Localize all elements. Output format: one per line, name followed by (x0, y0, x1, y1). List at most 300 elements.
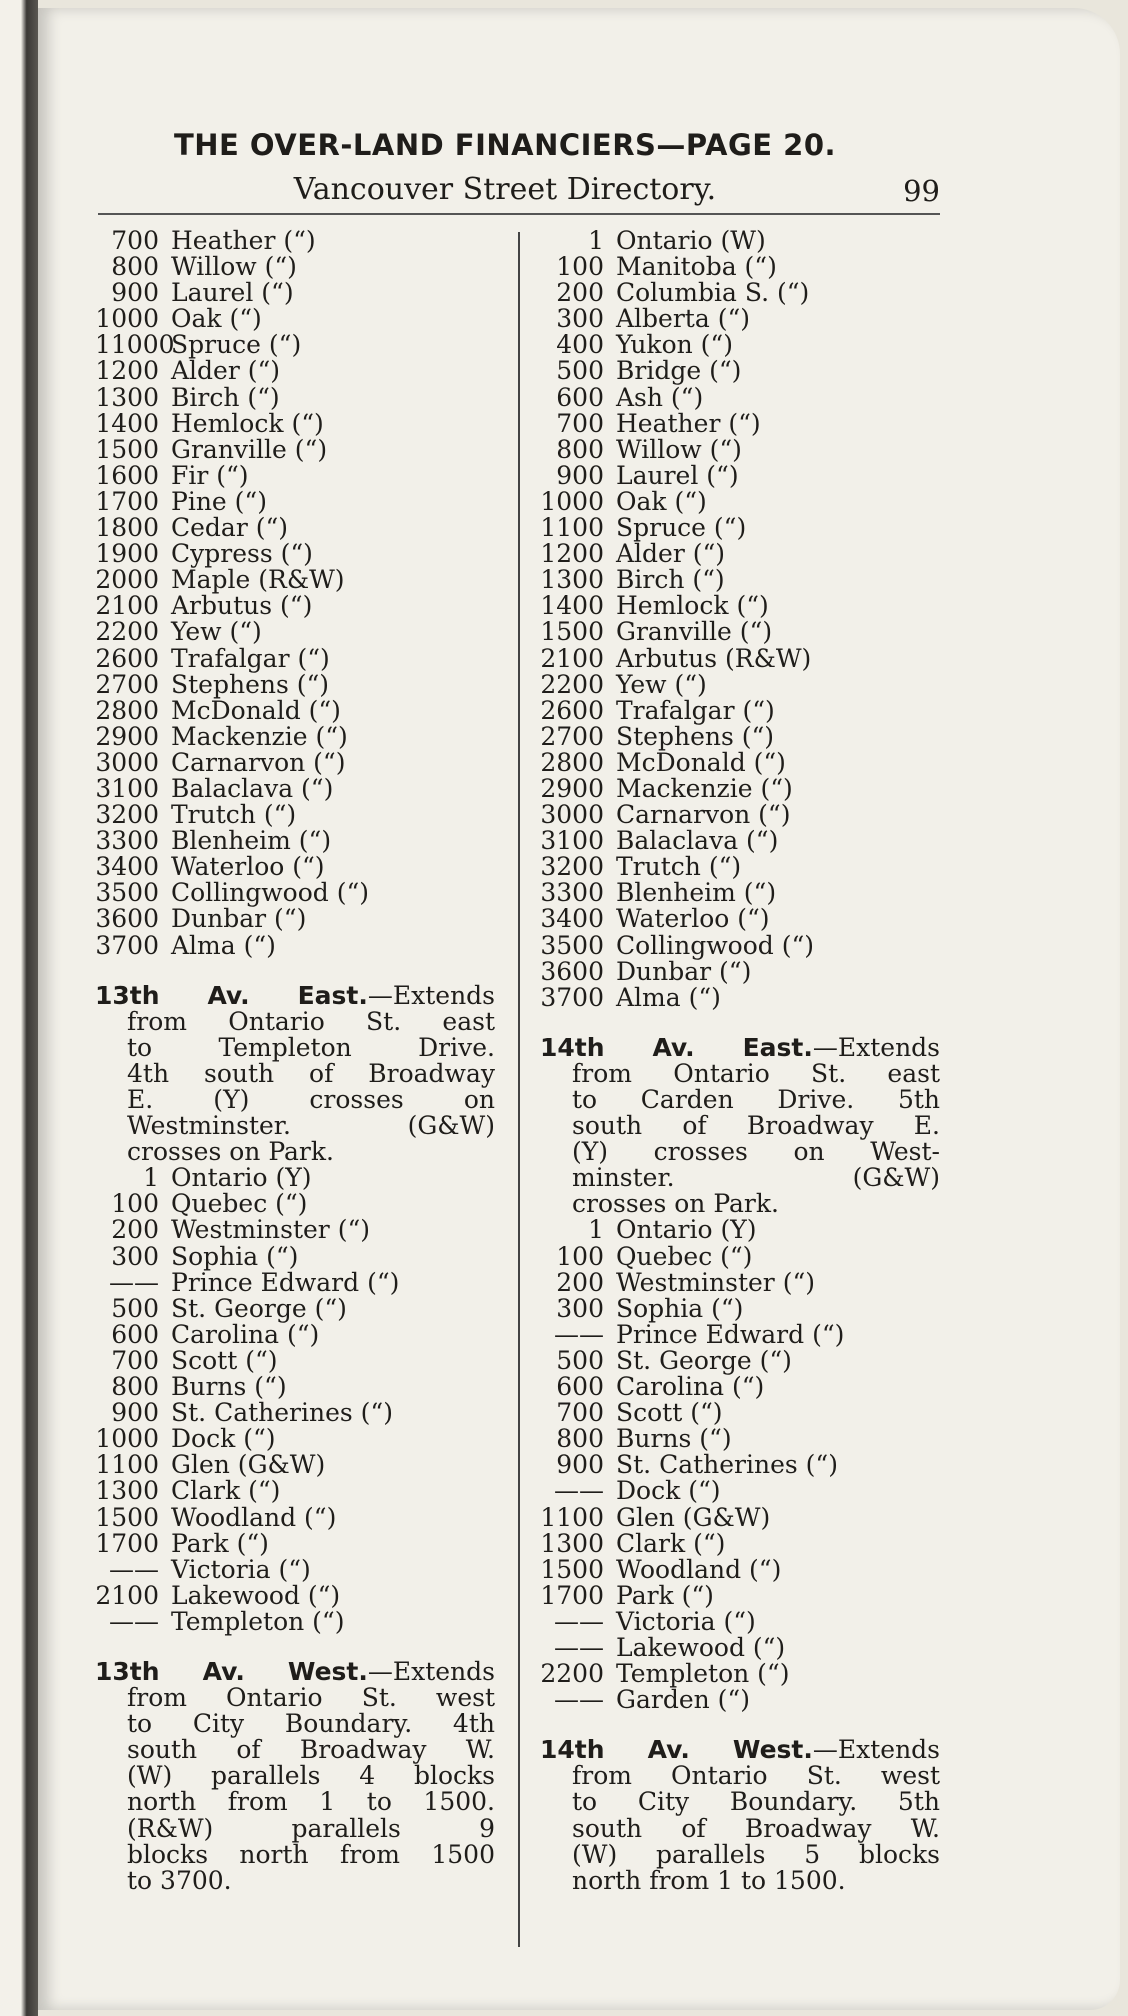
directory-entry (95, 1606, 495, 1636)
entry-number: 2900 (95, 721, 159, 751)
section-heading (95, 980, 495, 1010)
entry-street: Spruce (“) (171, 330, 302, 360)
entry-number: 900 (556, 1450, 604, 1480)
entry-number: 600 (111, 1319, 159, 1349)
directory-entry (540, 593, 940, 619)
directory-entry (540, 1293, 940, 1323)
spacer (95, 959, 495, 973)
entry-number: 2200 (95, 617, 159, 647)
directory-entry (95, 541, 495, 567)
entry-number: —— (109, 1554, 159, 1584)
entry-number: 3600 (540, 956, 604, 986)
section-description-line: from Ontario St. east (127, 1006, 495, 1036)
directory-entry (540, 1661, 940, 1687)
entry-street: Manitoba (“) (616, 252, 777, 282)
entry-number: 3100 (95, 773, 159, 803)
entry-number: —— (554, 1476, 604, 1506)
directory-entry (95, 773, 495, 803)
directory-entry (95, 1217, 495, 1243)
directory-entry (95, 643, 495, 673)
directory-entry (540, 1687, 940, 1713)
entry-number: 3700 (540, 982, 604, 1012)
entry-street: Hemlock (“) (171, 408, 324, 438)
entry-number: 1300 (540, 1528, 604, 1558)
entry-street: Lakewood (“) (171, 1580, 341, 1610)
directory-entry (540, 486, 940, 516)
entry-street: Arbutus (“) (171, 591, 313, 621)
entry-street: Laurel (“) (616, 460, 739, 490)
directory-entry (540, 1217, 940, 1243)
directory-entry (95, 332, 495, 358)
entry-number: 900 (111, 278, 159, 308)
directory-entry (540, 306, 940, 332)
entry-number: 1100 (540, 1502, 604, 1532)
section-description-line: north from 1 to 1500. (127, 1787, 495, 1817)
entry-street: Burns (“) (616, 1424, 732, 1454)
entry-number: 1200 (540, 539, 604, 569)
entry-number: —— (554, 1319, 604, 1349)
directory-entry (95, 930, 495, 960)
directory-entry (95, 408, 495, 438)
directory-entry (540, 747, 940, 777)
directory-entry (540, 1241, 940, 1271)
entry-number: 1100 (95, 1450, 159, 1480)
entry-number: 3400 (540, 904, 604, 934)
entry-number: 1300 (95, 382, 159, 412)
section-description-line: south of Broadway W. (127, 1735, 495, 1765)
entry-number: 3600 (95, 904, 159, 934)
entry-number: 500 (556, 1345, 604, 1375)
directory-entry (95, 747, 495, 777)
spacer (540, 1713, 940, 1727)
entry-number: 1800 (95, 513, 159, 543)
entry-number: 1 (588, 226, 604, 255)
entry-number: 3000 (95, 747, 159, 777)
entry-street: Woodland (“) (616, 1554, 782, 1584)
entry-street: Bridge (“) (616, 356, 742, 386)
section-description-line: E. (Y) crosses on (127, 1085, 495, 1114)
directory-entry (540, 1554, 940, 1584)
entry-number: 1400 (540, 591, 604, 621)
entry-number: 1400 (95, 408, 159, 438)
directory-entry (540, 1632, 940, 1662)
entry-number: 1700 (95, 1528, 159, 1558)
directory-entry (540, 1580, 940, 1610)
entry-number: 1500 (540, 617, 604, 647)
entry-number: 3200 (95, 800, 159, 830)
section-description-start: —Extends (812, 1032, 940, 1062)
directory-entry (540, 228, 940, 254)
directory-entry (540, 721, 940, 751)
directory-entry (540, 982, 940, 1012)
entry-street: Trutch (“) (171, 800, 297, 830)
entry-number: 1 (143, 1163, 159, 1193)
directory-entry (95, 1293, 495, 1323)
entry-number: 2100 (95, 1580, 159, 1610)
entry-street: St. George (“) (616, 1345, 792, 1375)
directory-entry (95, 1452, 495, 1478)
directory-entry (540, 332, 940, 358)
entry-number: 2200 (540, 1659, 604, 1689)
entry-street: Oak (“) (616, 486, 707, 516)
directory-entry (540, 434, 940, 464)
section-description-line: from Ontario St. west (572, 1761, 940, 1791)
entry-street: Clark (“) (616, 1528, 726, 1558)
column-divider (518, 232, 520, 1947)
directory-entry (540, 1267, 940, 1297)
entry-number: 100 (556, 252, 604, 282)
entry-number: 100 (111, 1189, 159, 1219)
entry-number: 2100 (540, 643, 604, 673)
directory-entry (95, 1319, 495, 1349)
entry-number: 800 (556, 434, 604, 464)
section-description-line: south of Broadway E. (572, 1111, 940, 1141)
entry-number: 2100 (95, 591, 159, 621)
directory-entry (95, 434, 495, 464)
directory-entry (540, 1319, 940, 1349)
entry-street: Fir (“) (171, 460, 249, 490)
directory-entry (95, 695, 495, 725)
entry-number: 1600 (95, 460, 159, 490)
entry-street: Balaclava (“) (616, 826, 779, 856)
directory-entry (95, 254, 495, 280)
section-title: 14th Av. West. (540, 1735, 813, 1765)
entry-number: —— (109, 1267, 159, 1297)
entry-street: Victoria (“) (171, 1554, 311, 1584)
entry-street: Templeton (“) (616, 1659, 790, 1689)
entry-street: Dunbar (“) (171, 904, 307, 934)
section-description-line: (W) parallels 4 blocks (127, 1761, 495, 1791)
book-spine (0, 0, 38, 2016)
directory-entry (540, 930, 940, 960)
entry-street: Alder (“) (616, 539, 726, 569)
entry-number: 500 (556, 356, 604, 386)
entry-number: 1000 (95, 304, 159, 334)
section-title: 14th Av. East. (540, 1032, 813, 1062)
entry-number: 3200 (540, 852, 604, 882)
entry-street: Ontario (Y) (171, 1163, 312, 1193)
page-number: 99 (903, 174, 940, 208)
entry-street: Trafalgar (“) (616, 695, 775, 725)
entry-street: Yukon (“) (616, 330, 733, 360)
entry-street: Trutch (“) (616, 852, 742, 882)
entry-street: Glen (G&W) (171, 1450, 326, 1480)
entry-street: St. Catherines (“) (171, 1398, 393, 1428)
entry-street: Ontario (Y) (616, 1215, 757, 1245)
entry-street: Blenheim (“) (171, 826, 332, 856)
entry-number: 700 (556, 408, 604, 438)
page-header-subtitle: Vancouver Street Directory. (293, 172, 717, 207)
entry-street: Lakewood (“) (616, 1632, 786, 1662)
section-description-line: crosses on Park. (127, 1137, 334, 1167)
entry-street: Prince Edward (“) (171, 1267, 400, 1297)
entry-street: Ontario (W) (616, 226, 766, 255)
entry-number: —— (554, 1606, 604, 1636)
entry-number: 800 (556, 1424, 604, 1454)
section-description-line: to Templeton Drive. (127, 1032, 495, 1062)
directory-entry (540, 643, 940, 673)
directory-entry (540, 1606, 940, 1636)
directory-entry (95, 358, 495, 384)
section-description-line: north from 1 to 1500. (572, 1865, 846, 1895)
entry-number: 1000 (95, 1424, 159, 1454)
section-description-line: south of Broadway W. (572, 1813, 940, 1843)
entry-street: St. George (“) (171, 1293, 347, 1323)
entry-street: St. Catherines (“) (616, 1450, 838, 1480)
directory-entry (95, 515, 495, 541)
entry-street: Alberta (“) (616, 304, 750, 334)
entry-street: Oak (“) (171, 304, 262, 334)
entry-number: 600 (556, 1372, 604, 1402)
entry-street: Columbia S. (“) (616, 278, 810, 308)
entry-street: Heather (“) (616, 408, 761, 438)
entry-number: 1700 (95, 486, 159, 516)
directory-entry (540, 880, 940, 906)
directory-entry (540, 802, 940, 828)
directory-entry (95, 619, 495, 645)
section-heading (95, 1656, 495, 1686)
entry-number: 300 (556, 1293, 604, 1323)
entry-number: 500 (111, 1293, 159, 1323)
entry-street: Quebec (“) (616, 1241, 753, 1271)
entry-number: 200 (111, 1215, 159, 1245)
entry-street: Alma (“) (616, 982, 721, 1012)
section-description-line: blocks north from 1500 (127, 1839, 495, 1869)
section-description-line: crosses on Park. (572, 1189, 779, 1219)
entry-number: —— (109, 1606, 159, 1636)
directory-entry (95, 721, 495, 751)
directory-entry (540, 280, 940, 306)
directory-entry (540, 1400, 940, 1426)
entry-number: 1700 (540, 1580, 604, 1610)
section-description-start: —Extends (812, 1735, 940, 1765)
entry-number: 200 (556, 278, 604, 308)
section-description-start: —Extends (367, 980, 495, 1010)
directory-entry (540, 773, 940, 803)
entry-number: 1300 (95, 1476, 159, 1506)
section-description-line: to City Boundary. 5th (572, 1787, 940, 1817)
entry-number: 3400 (95, 852, 159, 882)
entry-number: 900 (556, 460, 604, 490)
directory-entry (95, 854, 495, 880)
section-heading (540, 1032, 940, 1062)
entry-street: Carolina (“) (171, 1319, 320, 1349)
entry-number: 1 (588, 1215, 604, 1245)
entry-street: Sophia (“) (616, 1293, 744, 1323)
entry-street: Dunbar (“) (616, 956, 752, 986)
entry-number: 1500 (540, 1554, 604, 1584)
entry-street: Pine (“) (171, 486, 267, 516)
entry-number: 1500 (95, 1502, 159, 1532)
entry-street: Ash (“) (616, 382, 704, 412)
entry-street: Blenheim (“) (616, 878, 777, 908)
entry-street: Stephens (“) (171, 669, 330, 699)
section-description-line: Westminster. (G&W) (127, 1111, 495, 1141)
directory-entry (540, 695, 940, 725)
directory-entry (540, 956, 940, 986)
entry-number: 11000 (95, 330, 175, 360)
directory-entry (95, 1580, 495, 1610)
directory-entry (95, 593, 495, 619)
entry-number: 2200 (540, 669, 604, 699)
entry-street: Trafalgar (“) (171, 643, 330, 673)
entry-street: Yew (“) (171, 617, 262, 647)
directory-entry (540, 906, 940, 932)
section-description-line: minster. (G&W) (572, 1163, 940, 1193)
directory-entry (540, 1426, 940, 1452)
entry-number: 700 (556, 1398, 604, 1428)
directory-entry (95, 306, 495, 332)
entry-number: 2700 (540, 721, 604, 751)
directory-entry (95, 1528, 495, 1558)
entry-number: 1100 (540, 513, 604, 543)
entry-street: Alma (“) (171, 930, 276, 960)
entry-number: 800 (111, 1372, 159, 1402)
entry-street: Garden (“) (616, 1685, 750, 1715)
section-description-line: to 3700. (127, 1865, 232, 1895)
entry-street: Willow (“) (616, 434, 742, 464)
entry-number: 2600 (540, 695, 604, 725)
entry-street: Carolina (“) (616, 1372, 765, 1402)
entry-number: 200 (556, 1267, 604, 1297)
section-description-start: —Extends (367, 1656, 495, 1686)
directory-entry (540, 1374, 940, 1400)
directory-entry (95, 669, 495, 699)
directory-entry (540, 382, 940, 412)
entry-street: Willow (“) (171, 252, 297, 282)
entry-street: Granville (“) (616, 617, 773, 647)
entry-number: 700 (111, 1345, 159, 1375)
directory-entry (540, 1345, 940, 1375)
directory-entry (540, 669, 940, 699)
directory-entry (95, 1241, 495, 1271)
section-description-line: (W) parallels 5 blocks (572, 1839, 940, 1869)
entry-number: 1200 (95, 356, 159, 386)
entry-street: Balaclava (“) (171, 773, 334, 803)
entry-number: 300 (556, 304, 604, 334)
directory-entry (95, 1374, 495, 1400)
directory-entry (95, 1165, 495, 1191)
section-description-line: 4th south of Broadway (127, 1058, 495, 1088)
directory-entry (95, 382, 495, 412)
entry-street: Collingwood (“) (171, 878, 370, 908)
directory-entry (95, 1554, 495, 1584)
directory-entry (95, 1345, 495, 1375)
entry-street: Mackenzie (“) (616, 773, 793, 803)
section-description-line: from Ontario St. west (127, 1683, 495, 1713)
directory-entry (95, 460, 495, 490)
entry-number: 3300 (95, 826, 159, 856)
entry-street: Burns (“) (171, 1372, 287, 1402)
entry-street: Heather (“) (171, 226, 316, 255)
directory-entry (95, 228, 495, 254)
entry-street: Cedar (“) (171, 513, 289, 543)
entry-street: Templeton (“) (171, 1606, 345, 1636)
section-heading (540, 1737, 940, 1763)
directory-entry (540, 515, 940, 541)
section-description-line: (Y) crosses on West- (572, 1137, 940, 1167)
directory-entry (540, 254, 940, 280)
entry-number: 2000 (95, 565, 159, 595)
header-rule (98, 213, 940, 215)
entry-street: Granville (“) (171, 434, 328, 464)
page-header-title: THE OVER-LAND FINANCIERS—PAGE 20. (173, 128, 837, 162)
directory-entry (540, 1528, 940, 1558)
section-description-line: to City Boundary. 4th (127, 1709, 495, 1739)
entry-number: 900 (111, 1398, 159, 1428)
left-column (95, 228, 495, 1894)
directory-entry (95, 280, 495, 306)
directory-entry (540, 1502, 940, 1532)
directory-entry (540, 619, 940, 645)
directory-entry (540, 1452, 940, 1478)
entry-street: Alder (“) (171, 356, 281, 386)
entry-street: Park (“) (616, 1580, 714, 1610)
entry-street: Spruce (“) (616, 513, 747, 543)
directory-entry (540, 460, 940, 490)
entry-number: 2800 (540, 747, 604, 777)
entry-street: Quebec (“) (171, 1189, 308, 1219)
entry-street: Cypress (“) (171, 539, 313, 569)
section-description-line: from Ontario St. east (572, 1058, 940, 1088)
entry-street: Park (“) (171, 1528, 269, 1558)
entry-number: 3100 (540, 826, 604, 856)
entry-street: Stephens (“) (616, 721, 775, 751)
entry-number: 700 (111, 226, 159, 255)
entry-number: 100 (556, 1241, 604, 1271)
directory-entry (540, 854, 940, 880)
entry-street: Woodland (“) (171, 1502, 337, 1532)
entry-street: Birch (“) (171, 382, 280, 412)
directory-entry (95, 828, 495, 854)
section-title: 13th Av. East. (95, 980, 368, 1010)
entry-street: Maple (R&W) (171, 565, 345, 595)
directory-entry (95, 1267, 495, 1297)
directory-entry (95, 880, 495, 906)
entry-street: Arbutus (R&W) (616, 643, 812, 673)
directory-entry (95, 1502, 495, 1532)
entry-street: Sophia (“) (171, 1241, 299, 1271)
entry-street: Yew (“) (616, 669, 707, 699)
directory-entry (95, 1191, 495, 1217)
directory-entry (540, 408, 940, 438)
entry-street: Mackenzie (“) (171, 721, 348, 751)
entry-street: Carnarvon (“) (616, 800, 791, 830)
entry-street: McDonald (“) (171, 695, 341, 725)
directory-entry (540, 567, 940, 593)
entry-street: Victoria (“) (616, 1606, 756, 1636)
entry-number: 2900 (540, 773, 604, 803)
entry-street: Scott (“) (171, 1345, 278, 1375)
entry-number: —— (554, 1632, 604, 1662)
entry-number: 3700 (95, 930, 159, 960)
entry-street: McDonald (“) (616, 747, 786, 777)
directory-entry (95, 567, 495, 593)
section-description-line: (R&W) parallels 9 (127, 1813, 495, 1843)
entry-number: —— (554, 1685, 604, 1715)
entry-number: 1300 (540, 565, 604, 595)
spacer (540, 1011, 940, 1025)
entry-number: 1900 (95, 539, 159, 569)
directory-entry (95, 486, 495, 516)
entry-street: Dock (“) (616, 1476, 721, 1506)
entry-street: Laurel (“) (171, 278, 294, 308)
entry-number: 2700 (95, 669, 159, 699)
directory-entry (95, 1478, 495, 1504)
entry-number: 300 (111, 1241, 159, 1271)
directory-entry (540, 358, 940, 384)
directory-entry (95, 1400, 495, 1426)
